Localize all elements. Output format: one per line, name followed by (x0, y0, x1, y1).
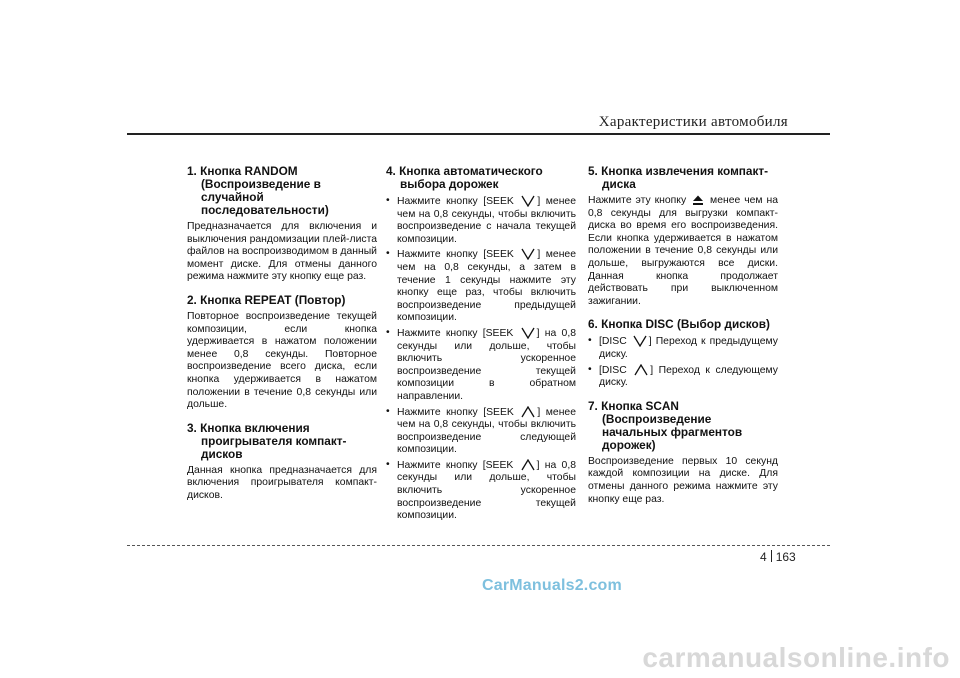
list-item-post: ] менее чем на 0,8 секунды, чтобы включить воспроизведение следующей композиции. (397, 406, 576, 456)
heading-repeat: 2. Кнопка REPEAT (Повтор) (187, 292, 346, 307)
column-2 (386, 165, 576, 533)
chevron-up-icon (634, 364, 648, 376)
paragraph-repeat: Повторное воспроизведение текущей композиции, если кнопка удерживается в нажатом положении менее 0,8 секунды. Повторное воспроизведение всего диска, если кнопка удерживается в нажатом положении в течение 0,8 секунды или дольше. (187, 310, 377, 411)
page-number (760, 550, 796, 564)
eject-icon (692, 195, 704, 206)
list-item (386, 459, 576, 523)
column-3 (588, 165, 778, 516)
list-item-pre: Нажмите кнопку [SEEK (397, 459, 514, 471)
column-1 (187, 165, 377, 513)
heading-seek: 4. Кнопка автоматического выбора дорожек (386, 164, 543, 191)
list-item (588, 335, 778, 361)
chapter-number: 4 (760, 550, 767, 564)
list-item-post: ] Переход к предыдущему диску. (599, 336, 778, 360)
chevron-down-icon (521, 248, 535, 260)
list-item (588, 364, 778, 390)
chevron-up-icon (521, 406, 535, 418)
list-item (386, 406, 576, 457)
heading-eject: 5. Кнопка извлечения компакт-диска (588, 164, 769, 191)
paragraph-eject (588, 195, 778, 308)
list-item-pre: [DISC (599, 364, 627, 376)
eject-pre: Нажмите эту кнопку (588, 195, 687, 206)
page-number-separator (771, 550, 772, 562)
watermark-bottom: carmanualsonline.info (642, 642, 950, 673)
list-item-pre: Нажмите кнопку [SEEK (397, 249, 514, 261)
chevron-down-icon (521, 327, 535, 339)
paragraph-scan: Воспроизведение первых 10 секунд каждой композиции на диске. Для отмены данного режима нажмите эту кнопку еще раз. (588, 455, 778, 505)
eject-post: менее чем на 0,8 секунды для выгрузки компакт-диска во время его воспроизведения. Если кнопка удерживается в нажатом положении в течение 0,8 секунды или дольше, выгружаются все диски. Данная кнопка продолжает действовать при выключенном зажигании. (588, 195, 778, 307)
list-item-post: ] Переход к следующему диску. (599, 364, 778, 389)
list-item-post: ] на 0,8 секунды или дольше, чтобы включить ускоренное воспроизведение текущей композиции в обратном направлении. (397, 327, 576, 402)
watermark-top[interactable]: CarManuals2.com (482, 577, 622, 594)
list-item-post: ] на 0,8 секунды или дольше, чтобы включить ускоренное воспроизведение текущей композиции. (397, 459, 576, 522)
list-item-pre: Нажмите кнопку [SEEK (397, 327, 514, 339)
paragraph-random: Предназначается для включения и выключения рандомизации плей-листа файлов на воспроизводимом в данный момент диске. Для отмены данного режима нажмите эту кнопку еще раз. (187, 221, 377, 283)
section-title: Характеристики автомобиля (598, 114, 788, 130)
header-divider (127, 133, 830, 135)
heading-random: 1. Кнопка RANDOM (Воспроизведение в случайной последовательности) (187, 164, 329, 217)
chevron-down-icon (521, 195, 535, 207)
heading-scan: 7. Кнопка SCAN (Воспроизведение начальных фрагментов дорожек) (588, 398, 743, 452)
heading-cd-button: 3. Кнопка включения проигрывателя компакт-дисков (187, 420, 347, 461)
list-item (386, 248, 576, 325)
chevron-down-icon (633, 335, 647, 347)
page-number-value: 163 (775, 550, 796, 564)
heading-disc: 6. Кнопка DISC (Выбор дисков) (588, 317, 770, 332)
seek-list (386, 195, 576, 523)
list-item-post: ] менее чем на 0,8 секунды, чтобы включить воспроизведение с начала текущей композиции. (397, 196, 576, 245)
disc-list (588, 335, 778, 389)
paragraph-cd-button: Данная кнопка предназначается для включения проигрывателя компакт-дисков. (187, 464, 377, 501)
list-item-pre: Нажмите кнопку [SEEK (397, 406, 514, 418)
list-item-post: ] менее чем на 0,8 секунды, а затем в течение 1 секунды нажмите эту кнопку еще раз, чтобы включить воспроизведение предыдущей композиции. (397, 249, 576, 324)
list-item-pre: Нажмите кнопку [SEEK (397, 196, 514, 207)
chevron-up-icon (521, 459, 535, 471)
footer-divider (127, 545, 830, 546)
list-item (386, 195, 576, 246)
list-item-pre: [DISC (599, 336, 627, 348)
list-item (386, 327, 576, 404)
